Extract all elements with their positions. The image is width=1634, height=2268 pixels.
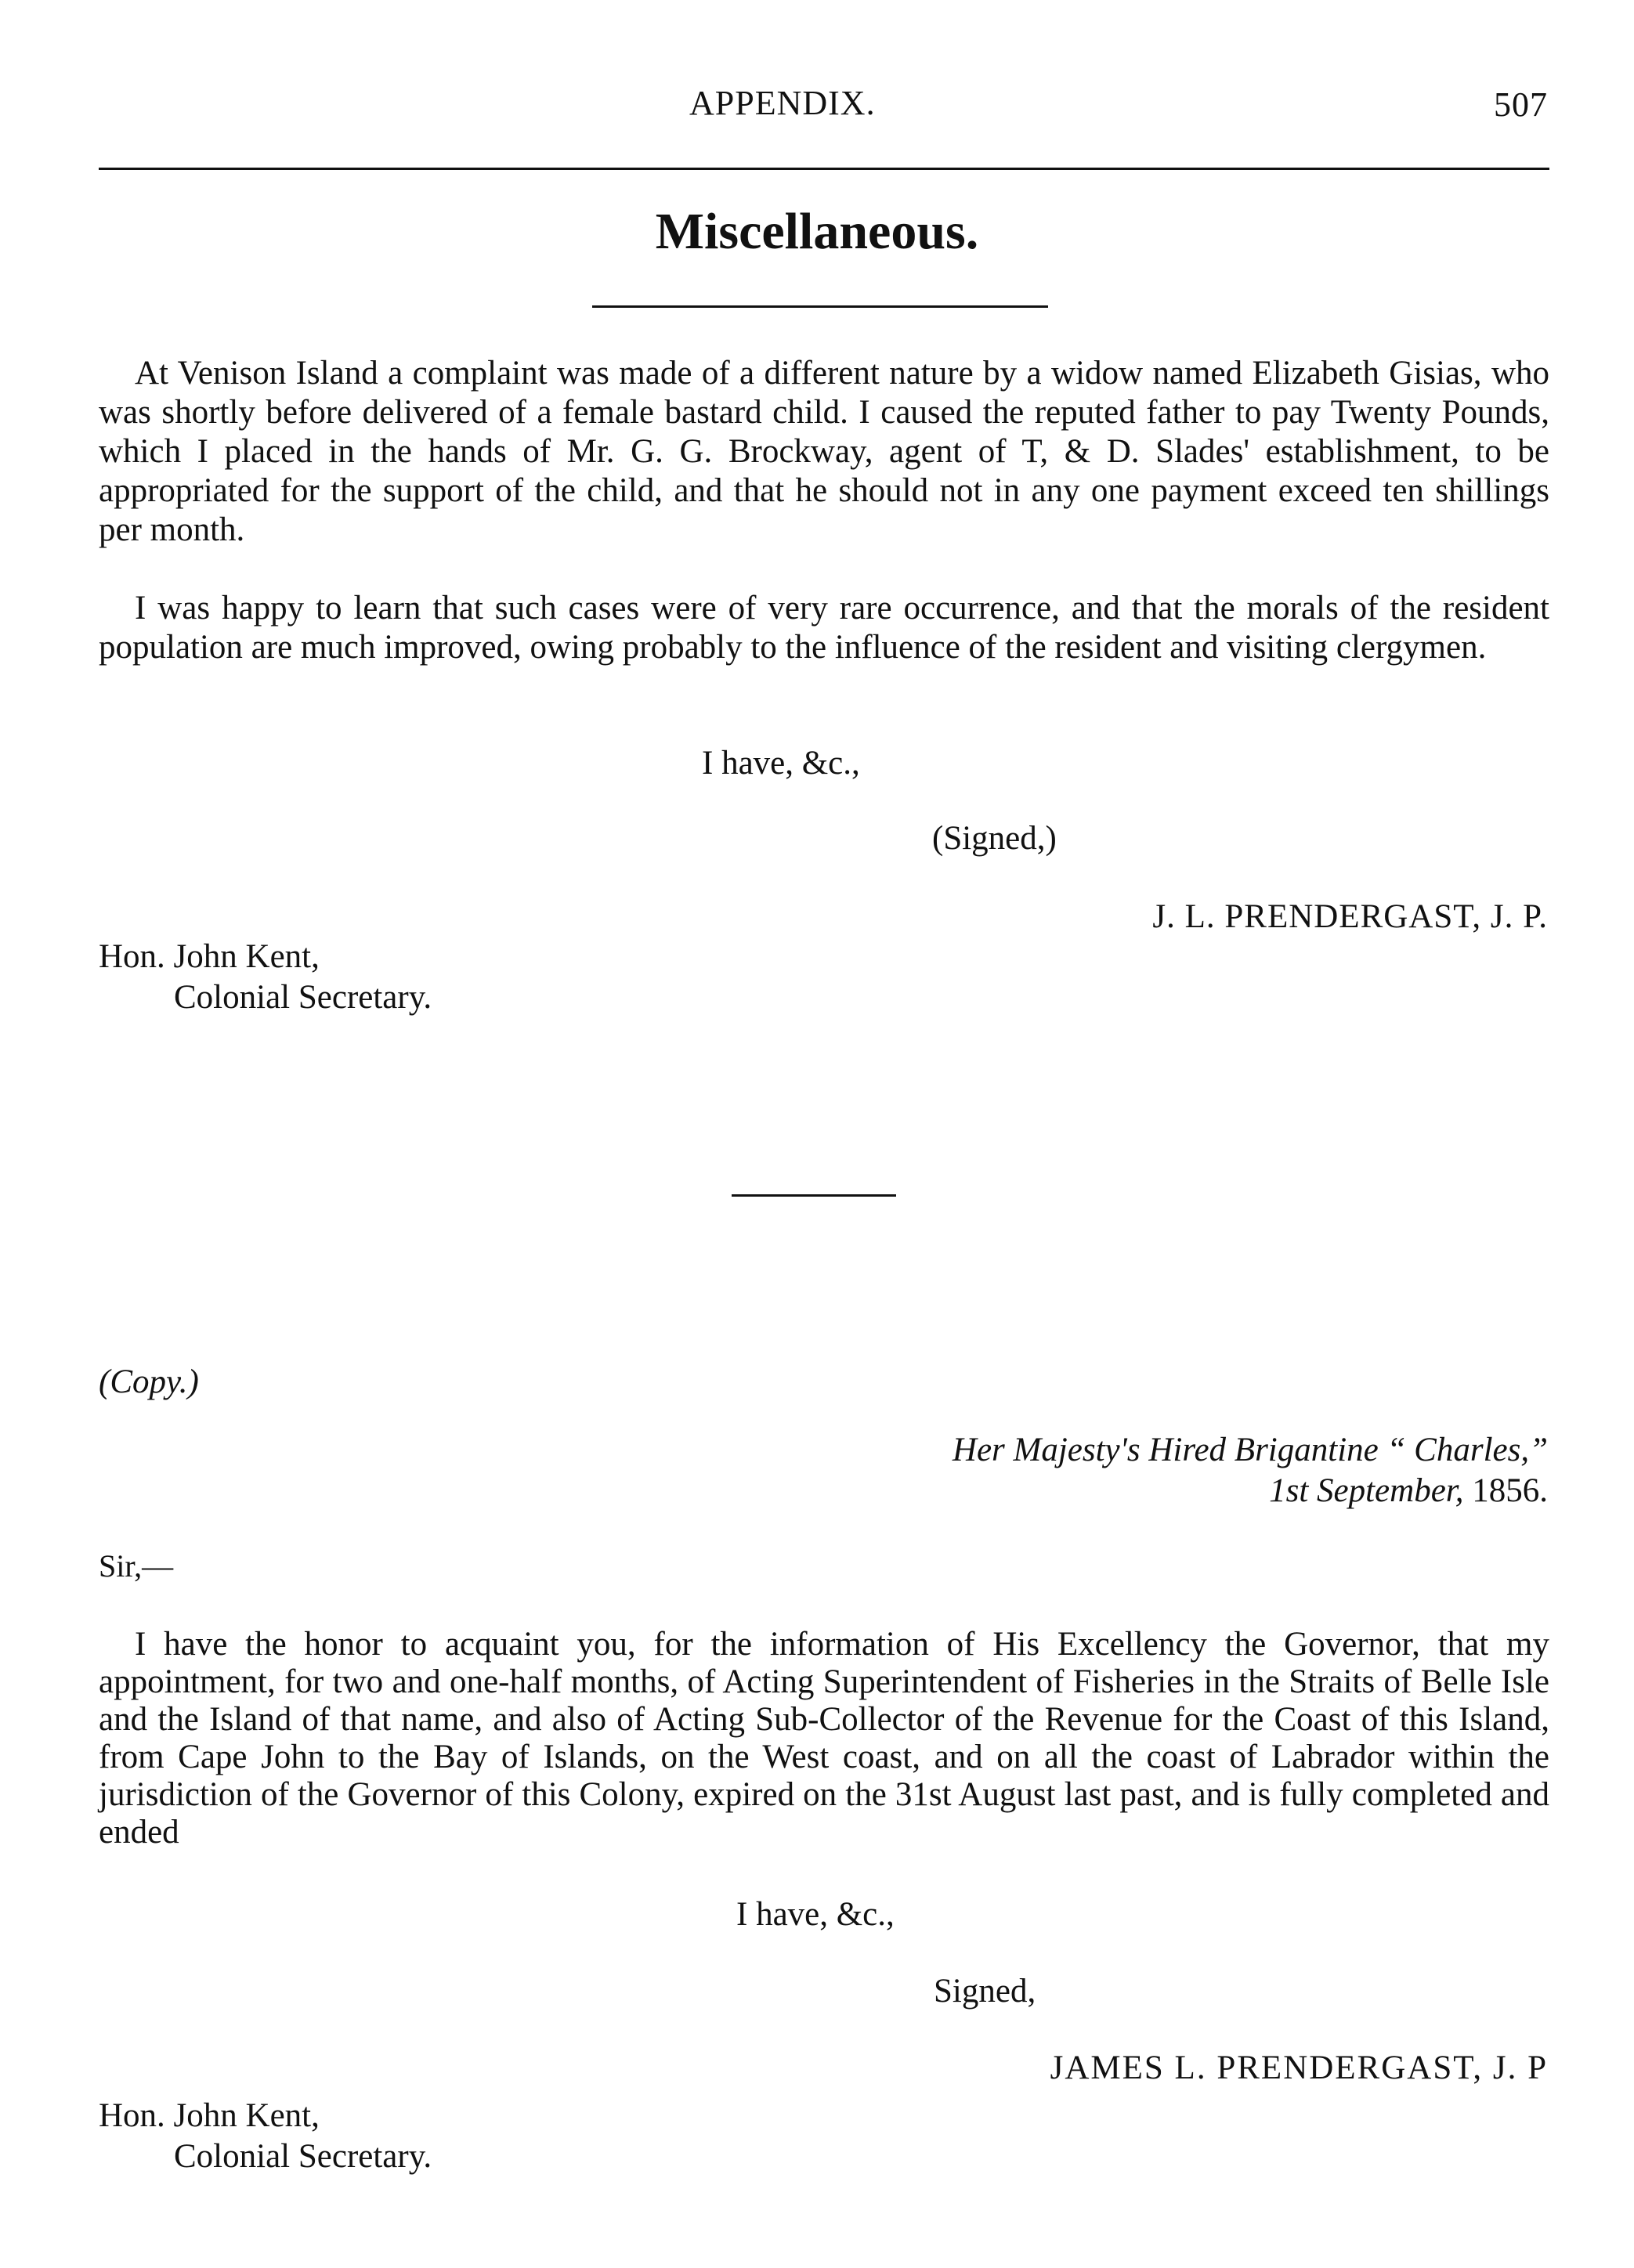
letter2-salutation: Sir,—	[99, 1548, 174, 1584]
title-rule	[592, 305, 1048, 308]
vessel-prefix: Her Majesty's Hired Brigantine	[952, 1432, 1379, 1468]
letter1-paragraph-1: At Venison Island a complaint was made of a different nature by a widow named Elizabeth Gisias, who was shortly before delivered of a female bastard child. I caused the reputed father to pay Twenty Pounds, which I placed in the hands of Mr. G. G. Brockway, agent of T, & D. Slades' establishment, to be appropriated for the support of the child, and that he should not in any one payment exceed ten shillings per month.	[99, 355, 1549, 548]
vessel-name: “ Charles,”	[1386, 1432, 1548, 1468]
copy-label: (Copy.)	[99, 1363, 199, 1400]
letter1-addressee	[99, 937, 432, 1018]
letter2-signature: JAMES L. PRENDERGAST, J. P	[1050, 2050, 1548, 2086]
letter1-signature: J. L. PRENDERGAST, J. P.	[1152, 898, 1548, 935]
addressee-name: Hon. John Kent,	[99, 938, 320, 975]
letter1-closing: I have, &c.,	[702, 745, 860, 782]
header-rule	[99, 168, 1549, 170]
addressee-title: Colonial Secretary.	[174, 979, 432, 1016]
letter2-paragraph: I have the honor to acquaint you, for the information of His Excellency the Governor, that my appointment, for two and one-half months, of Acting Superintendent of Fisheries in the Straits of Belle Isle and the Island of that name, and also of Acting Sub-Collector of the Revenue for the Coast of this Island, from Cape John to the Bay of Islands, on the West coast, and on all the coast of Labrador within the jurisdiction of the Governor of this Colony, expired on the 31st August last past, and is fully completed and ended	[99, 1626, 1549, 1851]
letter-divider-rule	[732, 1194, 896, 1197]
date-line	[953, 1471, 1548, 1511]
letter1-paragraph-2: I was happy to learn that such cases were of very rare occurrence, and that the morals of the resident population are much improved, owing probably to the influence of the resident and visiting clergymen.	[99, 590, 1549, 666]
letter2-signed-note: Signed,	[934, 1973, 1036, 2010]
addressee-name: Hon. John Kent,	[99, 2097, 320, 2134]
running-header-title: APPENDIX.	[689, 84, 876, 122]
letter2-dateline	[953, 1430, 1548, 1511]
date-year: 1856.	[1472, 1472, 1548, 1509]
addressee-title: Colonial Secretary.	[174, 2138, 432, 2175]
section-title: Miscellaneous.	[655, 203, 979, 260]
letter2-addressee	[99, 2096, 432, 2177]
letter2-closing: I have, &c.,	[736, 1896, 895, 1933]
vessel-line	[953, 1430, 1548, 1471]
date-day: 1st September,	[1269, 1472, 1464, 1509]
page-number: 507	[1494, 85, 1548, 124]
letter1-signed-note: (Signed,)	[932, 820, 1057, 857]
